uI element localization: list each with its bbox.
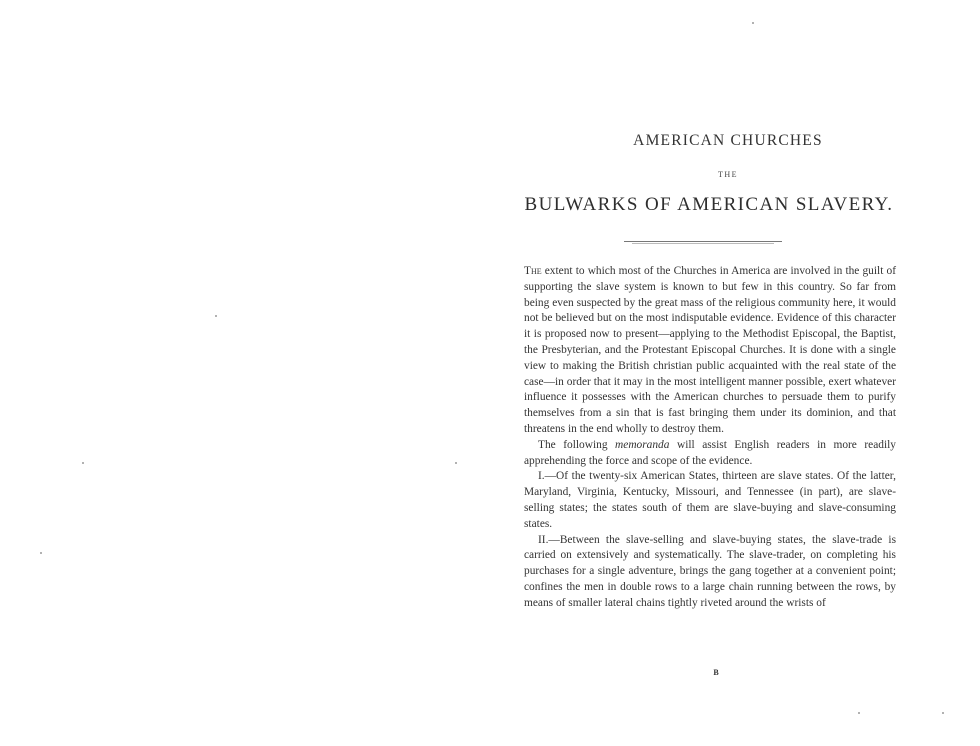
paragraph-memoranda-text-start: The following	[538, 438, 616, 451]
body-text	[524, 264, 896, 612]
right-page	[524, 0, 898, 746]
paragraph-memoranda	[524, 438, 896, 470]
chapter-subtitle: BULWARKS OF AMERICAN SLAVERY.	[524, 194, 894, 215]
paragraph-memoranda-italic: memoranda	[615, 438, 670, 451]
paragraph-section-two: II.—Between the slave-selling and slave-buying states, the slave-trade is carried on extensively and systematically. The slave-trader, on completing his purchases for a single adventure, brings the gang together at a convenient point; confines the men in double rows to a large chain running between the rows, by means of smaller lateral chains tightly riveted around the wrists of	[524, 533, 896, 609]
paragraph-intro-text: extent to which most of the Churches in America are involved in the guilt of supporting the slave system is known to but few in this country. So far from being even suspected by the great mass of the religious community here, it would not be believed but on the most indisputable evidence. Evidence of this character it is proposed now to present—applying to the Methodist Episcopal, the Baptist, the Presbyterian, and the Protestant Episcopal Churches. It is done with a single view to making the British christian public acquainted with the real state of the case—in order that it may in the most intelligent manner possible, exert whatever influence it possesses with the American churches to persuade them to purify themselves from a sin that is fast bringing them under its dominion, and that threatens in the end wholly to destroy them.	[524, 265, 896, 435]
paragraph-section-one: I.—Of the twenty-six American States, thirteen are slave states. Of the latter, Maryland, Virginia, Kentucky, Missouri, and Tennessee (in part), are slave-selling states; the states south of them are slave-buying and slave-consuming states.	[524, 470, 896, 530]
opening-word: The	[524, 265, 542, 277]
paper-speck	[40, 552, 42, 554]
paragraph-intro	[524, 264, 896, 438]
signature-mark: B	[713, 668, 719, 677]
chapter-title-connector: THE	[717, 170, 739, 179]
chapter-title: AMERICAN CHURCHES	[633, 132, 823, 149]
paragraph-memoranda-text-end: will assist English readers in more readily apprehending the force and scope of the evidence.	[524, 438, 896, 467]
paper-speck	[215, 315, 217, 317]
paper-speck	[455, 462, 457, 464]
paper-speck	[942, 712, 944, 714]
paper-speck	[82, 462, 84, 464]
title-divider-rule	[624, 241, 782, 242]
